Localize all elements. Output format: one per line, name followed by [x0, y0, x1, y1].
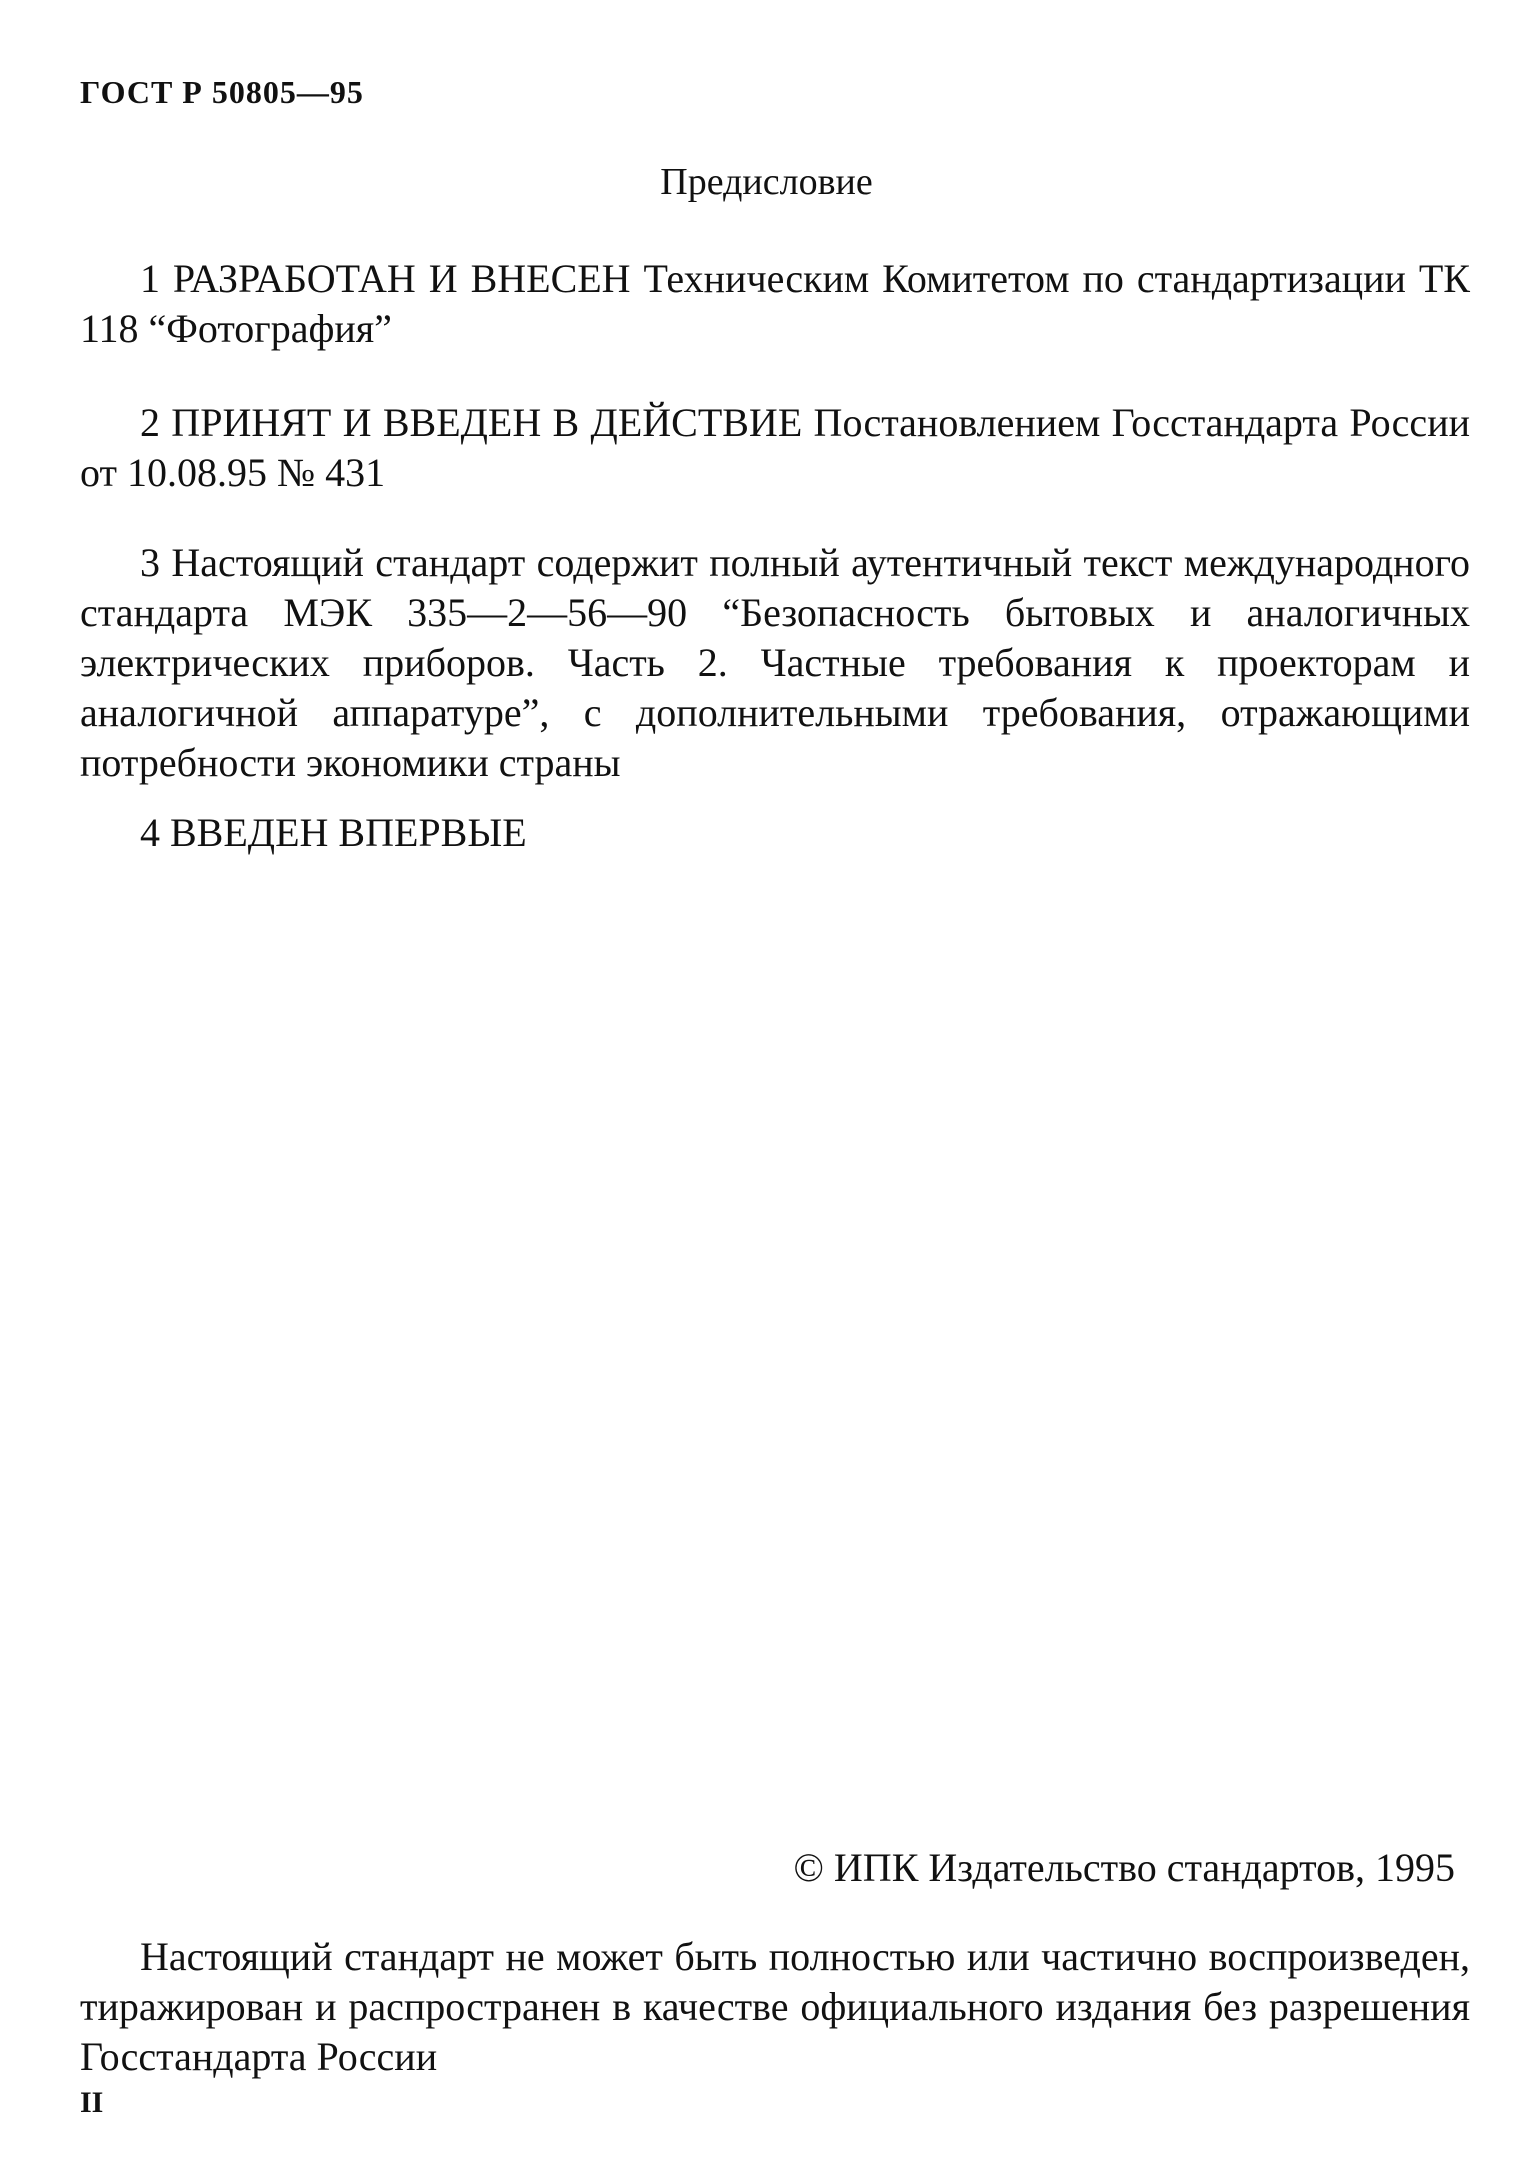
paragraph-content: 3 Настоящий стандарт содержит полный аутентичный текст международного стандарта МЭК 335—2—56—90 “Безопасность бытовых и аналогичных электрических приборов. Часть 2. Частные требования к проекторам и аналогичной аппаратуре”, с дополнительными требования, отражающими потребности экономики страны: [80, 540, 1470, 785]
running-head: ГОСТ Р 50805—95: [80, 74, 364, 110]
copyright-line: © ИПК Издательство стандартов, 1995: [793, 1845, 1455, 1890]
page-number: II: [80, 2086, 104, 2119]
paragraph-introduced: 4 ВВЕДЕН ВПЕРВЫЕ: [140, 810, 527, 855]
reproduction-notice: Настоящий стандарт не может быть полностью или частично воспроизведен, тиражирован и распространен в качестве официального издания без разрешения Госстандарта России: [80, 1934, 1470, 2079]
section-title: Предисловие: [660, 161, 873, 203]
paragraph-adopted: 2 ПРИНЯТ И ВВЕДЕН В ДЕЙСТВИЕ Постановлением Госстандарта России от 10.08.95 № 431: [80, 400, 1470, 495]
paragraph-developed: 1 РАЗРАБОТАН И ВНЕСЕН Техническим Комитетом по стандартизации ТК 118 “Фотография”: [80, 256, 1470, 351]
